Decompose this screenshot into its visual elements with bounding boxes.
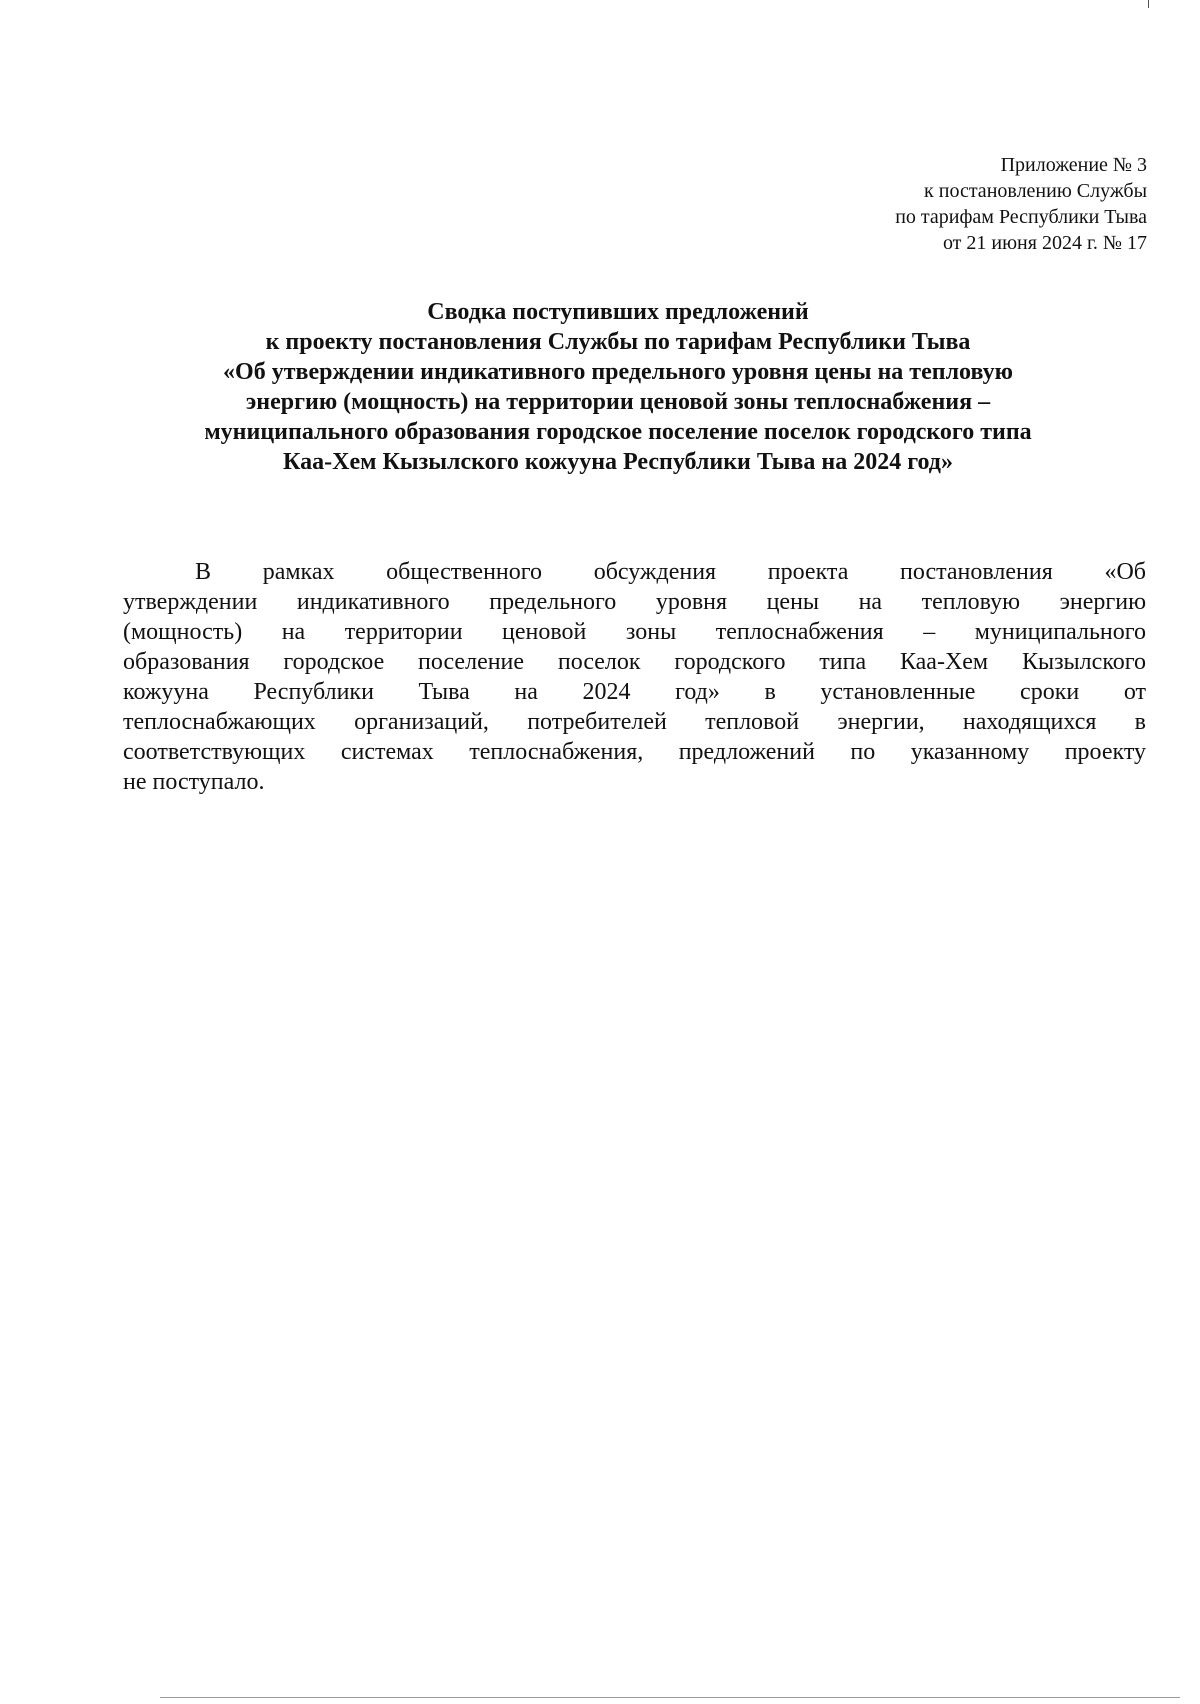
body-line: соответствующих системах теплоснабжения, предложений по указанному проекту — [123, 739, 1146, 765]
appendix-reference: к постановлению Службы — [924, 180, 1147, 202]
body-line: теплоснабжающих организаций, потребителей тепловой энергии, находящихся в — [123, 709, 1146, 735]
title-line: Сводка поступивших предложений — [427, 299, 809, 325]
body-line: не поступало. — [123, 769, 265, 795]
document-title — [120, 297, 1116, 477]
scan-edge-mark — [1148, 0, 1149, 8]
body-line: кожууна Республики Тыва на 2024 год» в установленные сроки от — [123, 679, 1146, 705]
body-line: (мощность) на территории ценовой зоны теплоснабжения – муниципального — [123, 619, 1146, 645]
body-line: образования городское поселение поселок городского типа Каа-Хем Кызылского — [123, 649, 1146, 675]
appendix-authority: по тарифам Республики Тыва — [895, 206, 1147, 228]
title-line: Каа-Хем Кызылского кожууна Республики Тыва на 2024 год» — [283, 449, 953, 475]
title-line: «Об утверждении индикативного предельного уровня цены на тепловую — [223, 359, 1013, 385]
appendix-block — [895, 152, 1147, 256]
appendix-number: Приложение № 3 — [1000, 154, 1147, 176]
title-line: энергию (мощность) на территории ценовой зоны теплоснабжения – — [245, 389, 991, 415]
appendix-date: от 21 июня 2024 г. № 17 — [942, 232, 1147, 254]
scan-bottom-edge — [160, 1697, 1180, 1698]
body-line: утверждении индикативного предельного уровня цены на тепловую энергию — [123, 589, 1146, 615]
body-paragraph — [123, 557, 1146, 797]
title-line: к проекту постановления Службы по тарифам Республики Тыва — [265, 329, 971, 355]
body-line: В рамках общественного обсуждения проекта постановления «Об — [195, 559, 1146, 585]
title-line: муниципального образования городское поселение поселок городского типа — [204, 419, 1032, 445]
